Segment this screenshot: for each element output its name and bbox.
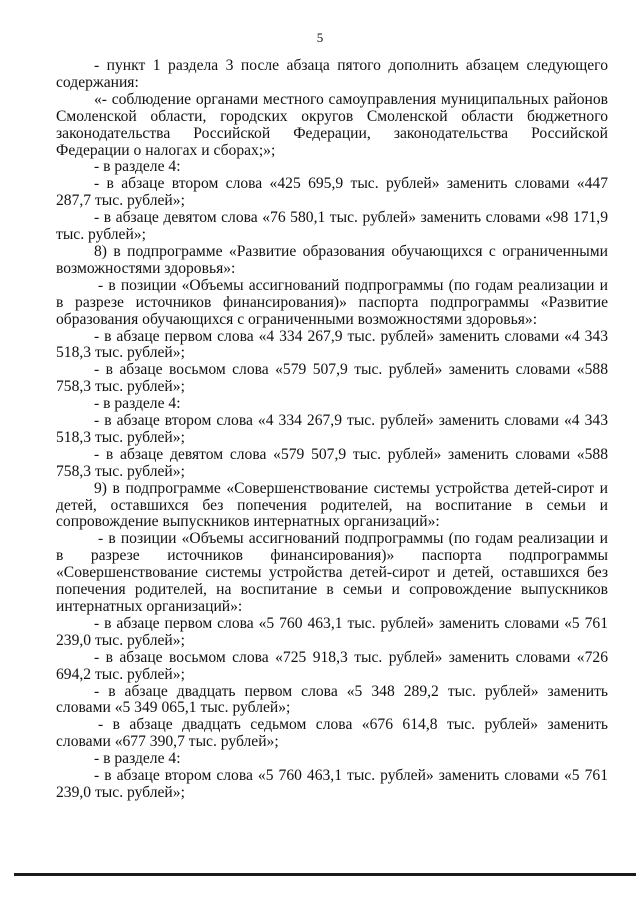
paragraph-section-4: - в разделе 4: [94,158,181,176]
paragraph-amendment: - в абзаце девятом слова «579 507,9 тыс. рублей» заменить словами «588 758,3 тыс. рублей»; [56,445,608,480]
paragraph-amendment: - в абзаце восьмом слова «579 507,9 тыс. рублей» заменить словами «588 758,3 тыс. рублей»; [56,361,608,396]
paragraph-amendment: - в абзаце втором слова «5 760 463,1 тыс. рублей» заменить словами «5 761 239,0 тыс. рублей»; [56,767,608,801]
page-number: 5 [316,30,324,45]
paragraph-subprogram-8: 8) в подпрограмме «Развитие образования обучающихся с ограниченными возможностями здоровья»: [56,242,608,277]
paragraph-amendment: - в абзаце втором слова «4 334 267,9 тыс. рублей» заменить словами «4 343 518,3 тыс. рублей»; [56,412,608,446]
paragraph-amendment: - в абзаце двадцать седьмом слова «676 614,8 тыс. рублей» заменить словами «677 390,7 тыс. рублей»; [56,716,608,751]
paragraph-amendment: - в абзаце втором слова «425 695,9 тыс. рублей» заменить словами «447 287,7 тыс. рублей»; [56,175,608,210]
paragraph-amendment: - в абзаце первом слова «4 334 267,9 тыс. рублей» заменить словами «4 343 518,3 тыс. рублей»; [56,327,608,362]
paragraph-amendment: - в абзаце восьмом слова «725 918,3 тыс. рублей» заменить словами «726 694,2 тыс. рублей»; [56,648,608,683]
paragraph-section-4: - в разделе 4: [94,395,181,413]
paragraph-position: - в позиции «Объемы ассигнований подпрограммы (по годам реализации и в разрезе источников финансирования)» паспорта подпрограммы «Развитие образования обучающихся с ограниченными возможностями здоровья»: [56,276,608,328]
paragraph-section-4: - в разделе 4: [94,750,181,768]
paragraph-quoted-text: «- соблюдение органами местного самоуправления муниципальных районов Смоленской области, городских округов Смоленской области бюджетного законодательства Российской Федерации, законодательства Российской Федерации о налогах и сборах;»; [56,90,608,159]
paragraph-amendment: - в абзаце девятом слова «76 580,1 тыс. рублей» заменить словами «98 171,9 тыс. рублей»; [56,209,608,244]
document-body [56,58,608,802]
paragraph-position: - в позиции «Объемы ассигнований подпрограммы (по годам реализации и в разрезе источников финансирования)» паспорта подпрограммы «Совершенствование системы устройства детей-сирот и детей, оставшихся без попечения родителей, на воспитание в семьи и сопровождение выпускников интернатных организаций»: [56,530,608,615]
paragraph-amendment: - в абзаце первом слова «5 760 463,1 тыс. рублей» заменить словами «5 761 239,0 тыс. рублей»; [56,614,608,649]
paragraph-amendment: - в абзаце двадцать первом слова «5 348 289,2 тыс. рублей» заменить словами «5 349 065,1 тыс. рублей»; [56,682,608,717]
paragraph-item-insert: - пункт 1 раздела 3 после абзаца пятого дополнить абзацем следующего содержания: [56,57,608,91]
paragraph-subprogram-9: 9) в подпрограмме «Совершенствование системы устройства детей-сирот и детей, оставшихся без попечения родителей, на воспитание в семьи и сопровождение выпускников интернатных организаций»: [56,479,608,531]
bottom-scan-edge [14,873,636,876]
